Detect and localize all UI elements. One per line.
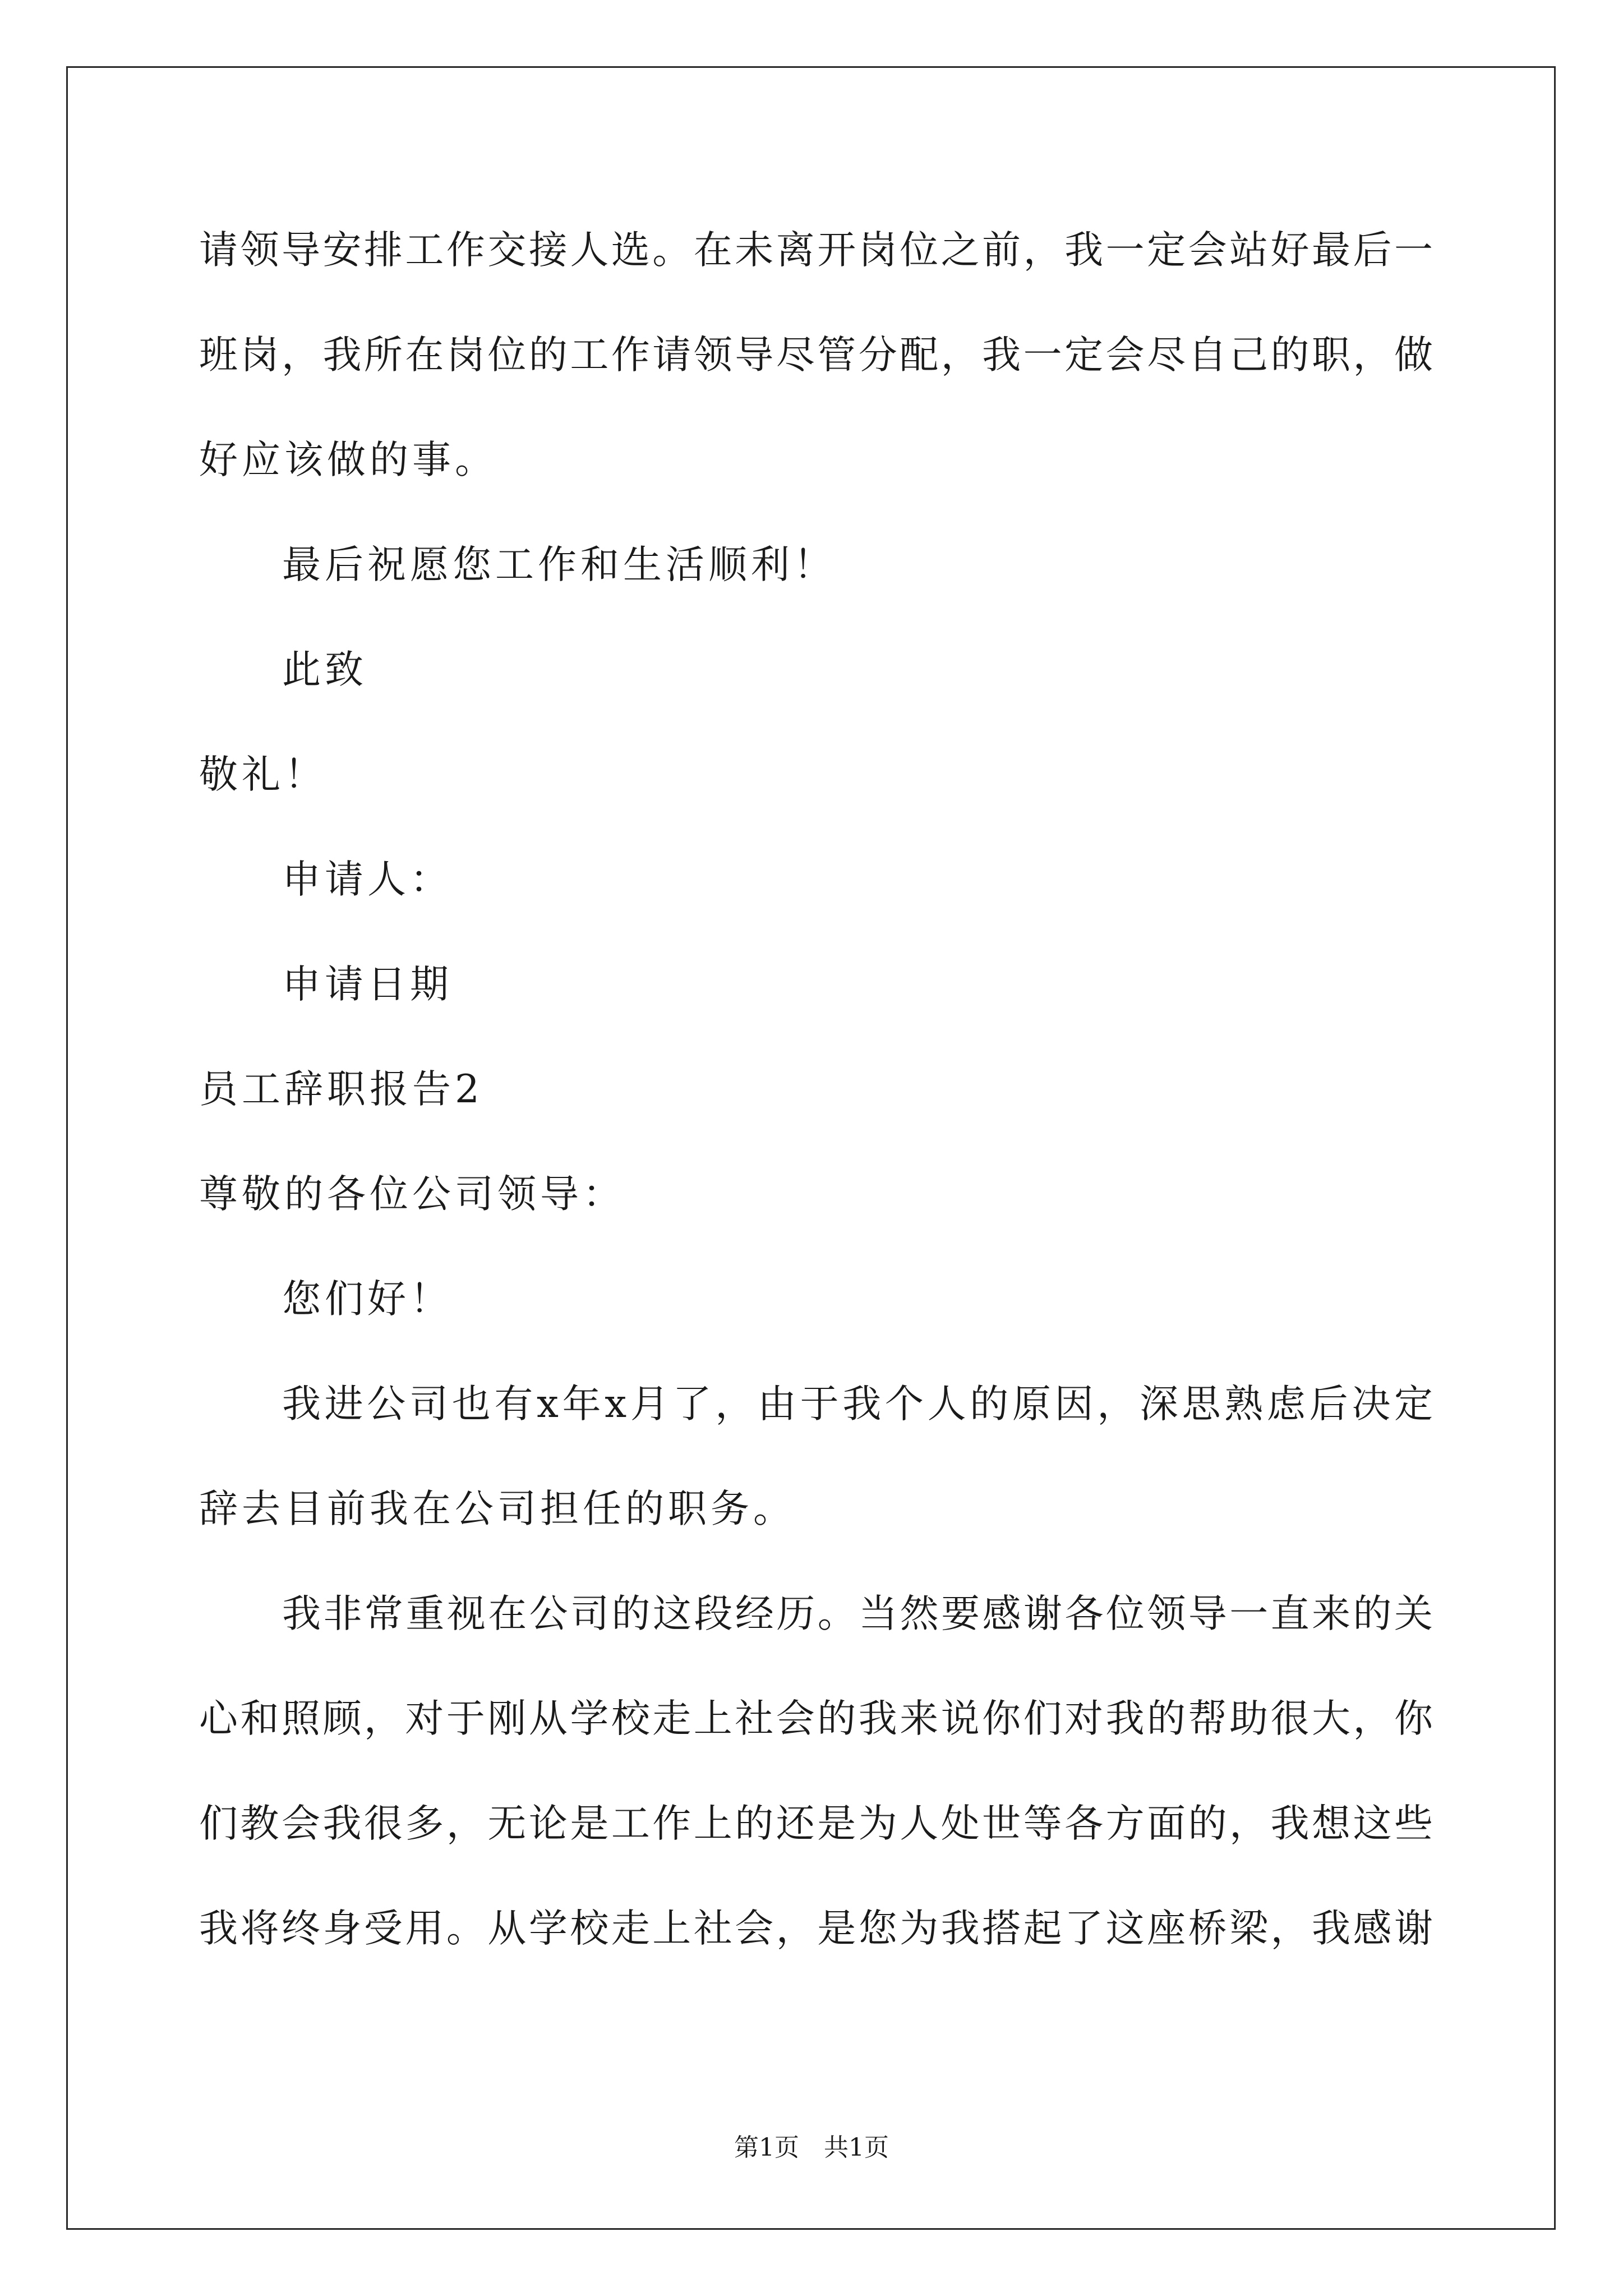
closing-wish: 最后祝愿您工作和生活顺利！	[282, 542, 836, 587]
paragraph-line: 我进公司也有x年x月了，由于我个人的原因，深思熟虑后决定	[282, 1382, 1433, 1427]
page-border	[66, 66, 1556, 2230]
salutation-cizhi: 此致	[282, 647, 367, 692]
paragraph-line: 辞去目前我在公司担任的职务。	[199, 1487, 796, 1531]
paragraph-line: 们教会我很多，无论是工作上的还是为人处世等各方面的，我想这些	[199, 1801, 1433, 1846]
greeting: 您们好！	[282, 1277, 453, 1322]
greeting-addressee: 尊敬的各位公司领导：	[199, 1172, 625, 1217]
page-footer: 第1页 共1页	[734, 2133, 889, 2162]
paragraph-line: 请领导安排工作交接人选。在未离开岗位之前，我一定会站好最后一	[199, 228, 1433, 273]
paragraph-line: 心和照顾，对于刚从学校走上社会的我来说你们对我的帮助很大，你	[199, 1696, 1433, 1741]
application-date-label: 申请日期	[282, 962, 453, 1007]
paragraph-line: 我将终身受用。从学校走上社会，是您为我搭起了这座桥梁，我感谢	[199, 1906, 1433, 1951]
paragraph-line: 班岗，我所在岗位的工作请领导尽管分配，我一定会尽自己的职，做	[199, 333, 1433, 378]
paragraph-line: 好应该做的事。	[199, 438, 497, 482]
applicant-label: 申请人：	[282, 857, 453, 902]
salutation-jingli: 敬礼！	[199, 752, 327, 797]
section-title: 员工辞职报告2	[199, 1067, 483, 1112]
paragraph-line: 我非常重视在公司的这段经历。当然要感谢各位领导一直来的关	[282, 1591, 1433, 1636]
